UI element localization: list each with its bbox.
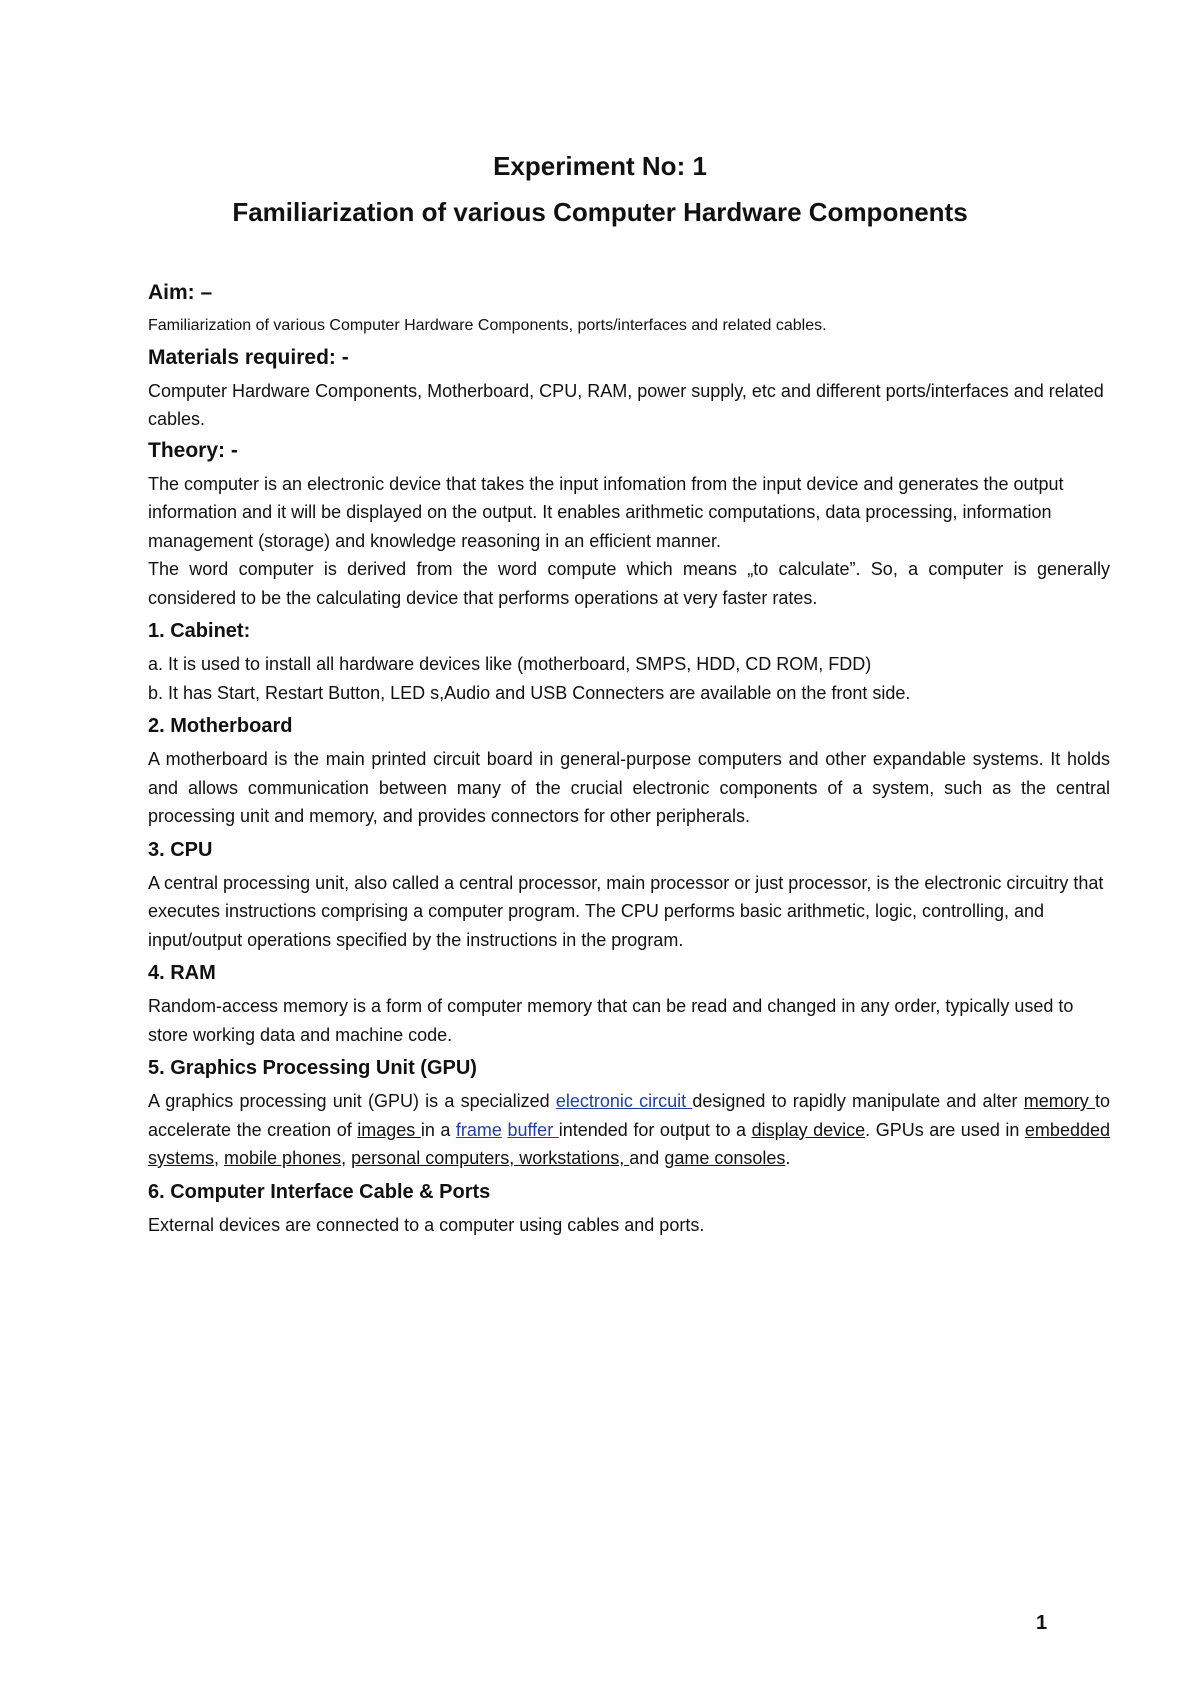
aim-heading: Aim: – bbox=[148, 281, 213, 304]
document-content bbox=[148, 150, 1110, 1239]
link-buffer[interactable]: buffer bbox=[507, 1119, 559, 1140]
theory-heading: Theory: - bbox=[148, 438, 238, 462]
cpu-heading: 3. CPU bbox=[148, 838, 213, 861]
cabinet-heading: 1. Cabinet: bbox=[148, 620, 251, 642]
link-frame[interactable]: frame bbox=[455, 1119, 502, 1140]
gpu-text-9: , bbox=[341, 1148, 352, 1168]
ram-text: Random-access memory is a form of computer memory that can be read and changed in any order, typically used to store working data and machine code. bbox=[148, 996, 1074, 1045]
gpu-text-10: and bbox=[629, 1148, 665, 1168]
link-images[interactable]: images bbox=[357, 1119, 421, 1140]
cabinet-point-b: b. It has Start, Restart Button, LED s,Audio and USB Connecters are available on the front side. bbox=[148, 682, 911, 703]
interface-text: External devices are connected to a computer using cables and ports. bbox=[148, 1214, 705, 1235]
link-mobile-phones[interactable]: mobile phones bbox=[224, 1148, 342, 1168]
motherboard-text: A motherboard is the main printed circuit board in general-purpose computers and other expandable systems. It holds and allows communication between many of the crucial electronic components of a system, such as the central processing unit and memory, and provides connectors for other peripherals. bbox=[148, 749, 1110, 826]
link-game-consoles[interactable]: game consoles bbox=[664, 1148, 786, 1168]
link-memory[interactable]: memory bbox=[1023, 1091, 1095, 1111]
gpu-text-11: . bbox=[785, 1148, 791, 1168]
gpu-text bbox=[148, 1087, 1110, 1173]
link-personal-computers-workstations[interactable]: personal computers, workstations, bbox=[351, 1148, 630, 1168]
page-number: 1 bbox=[1036, 1612, 1048, 1634]
gpu-heading: 5. Graphics Processing Unit (GPU) bbox=[148, 1057, 477, 1079]
cpu-text: A central processing unit, also called a central processor, main processor or just processor, is the electronic circuitry that executes instructions comprising a computer program. The CPU performs basic arithmetic, logic, controlling, and input/output operations specified by the instructions in the program. bbox=[148, 872, 1104, 950]
gpu-text-4: in a bbox=[420, 1119, 456, 1140]
link-embedded-systems[interactable]: embedded systems, bbox=[148, 1119, 1110, 1168]
gpu-text-2: designed to rapidly manipulate and alter bbox=[692, 1091, 1024, 1111]
experiment-number-title: Experiment No: 1 bbox=[493, 151, 707, 181]
gpu-text-7: . GPUs are used in bbox=[865, 1119, 1025, 1140]
link-electronic-circuit[interactable]: electronic circuit bbox=[555, 1091, 693, 1111]
gpu-text-6: intended for output to a bbox=[558, 1119, 752, 1140]
ram-heading: 4. RAM bbox=[148, 962, 216, 984]
interface-heading: 6. Computer Interface Cable & Ports bbox=[148, 1180, 491, 1203]
aim-text: Familiarization of various Computer Hardware Components, ports/interfaces and related cables. bbox=[148, 317, 827, 334]
cabinet-point-a: a. It is used to install all hardware devices like (motherboard, SMPS, HDD, CD ROM, FDD) bbox=[148, 654, 872, 674]
motherboard-heading: 2. Motherboard bbox=[148, 715, 293, 737]
watermark: ​ bbox=[560, 787, 660, 906]
gpu-text-1: A graphics processing unit (GPU) is a specialized bbox=[148, 1091, 556, 1111]
link-display-device[interactable]: display device bbox=[751, 1119, 866, 1140]
theory-paragraph-1: The computer is an electronic device that takes the input infomation from the input device and generates the output information and it will be displayed on the output. It enables arithmetic computations, data processing, information management (storage) and knowledge reasoning in an efficient manner. bbox=[148, 473, 1064, 551]
materials-text: Computer Hardware Components, Motherboard, CPU, RAM, power supply, etc and different ports/interfaces and related cables. bbox=[148, 380, 1104, 429]
theory-paragraph-2: The word computer is derived from the word compute which means „to calculate”. So, a computer is generally considered to be the calculating device that performs operations at very faster rates. bbox=[148, 559, 1110, 608]
gpu-text-3: to accelerate the creation of bbox=[148, 1091, 1110, 1140]
experiment-title: Familiarization of various Computer Hardware Components bbox=[232, 197, 968, 227]
materials-heading: Materials required: - bbox=[148, 345, 349, 369]
